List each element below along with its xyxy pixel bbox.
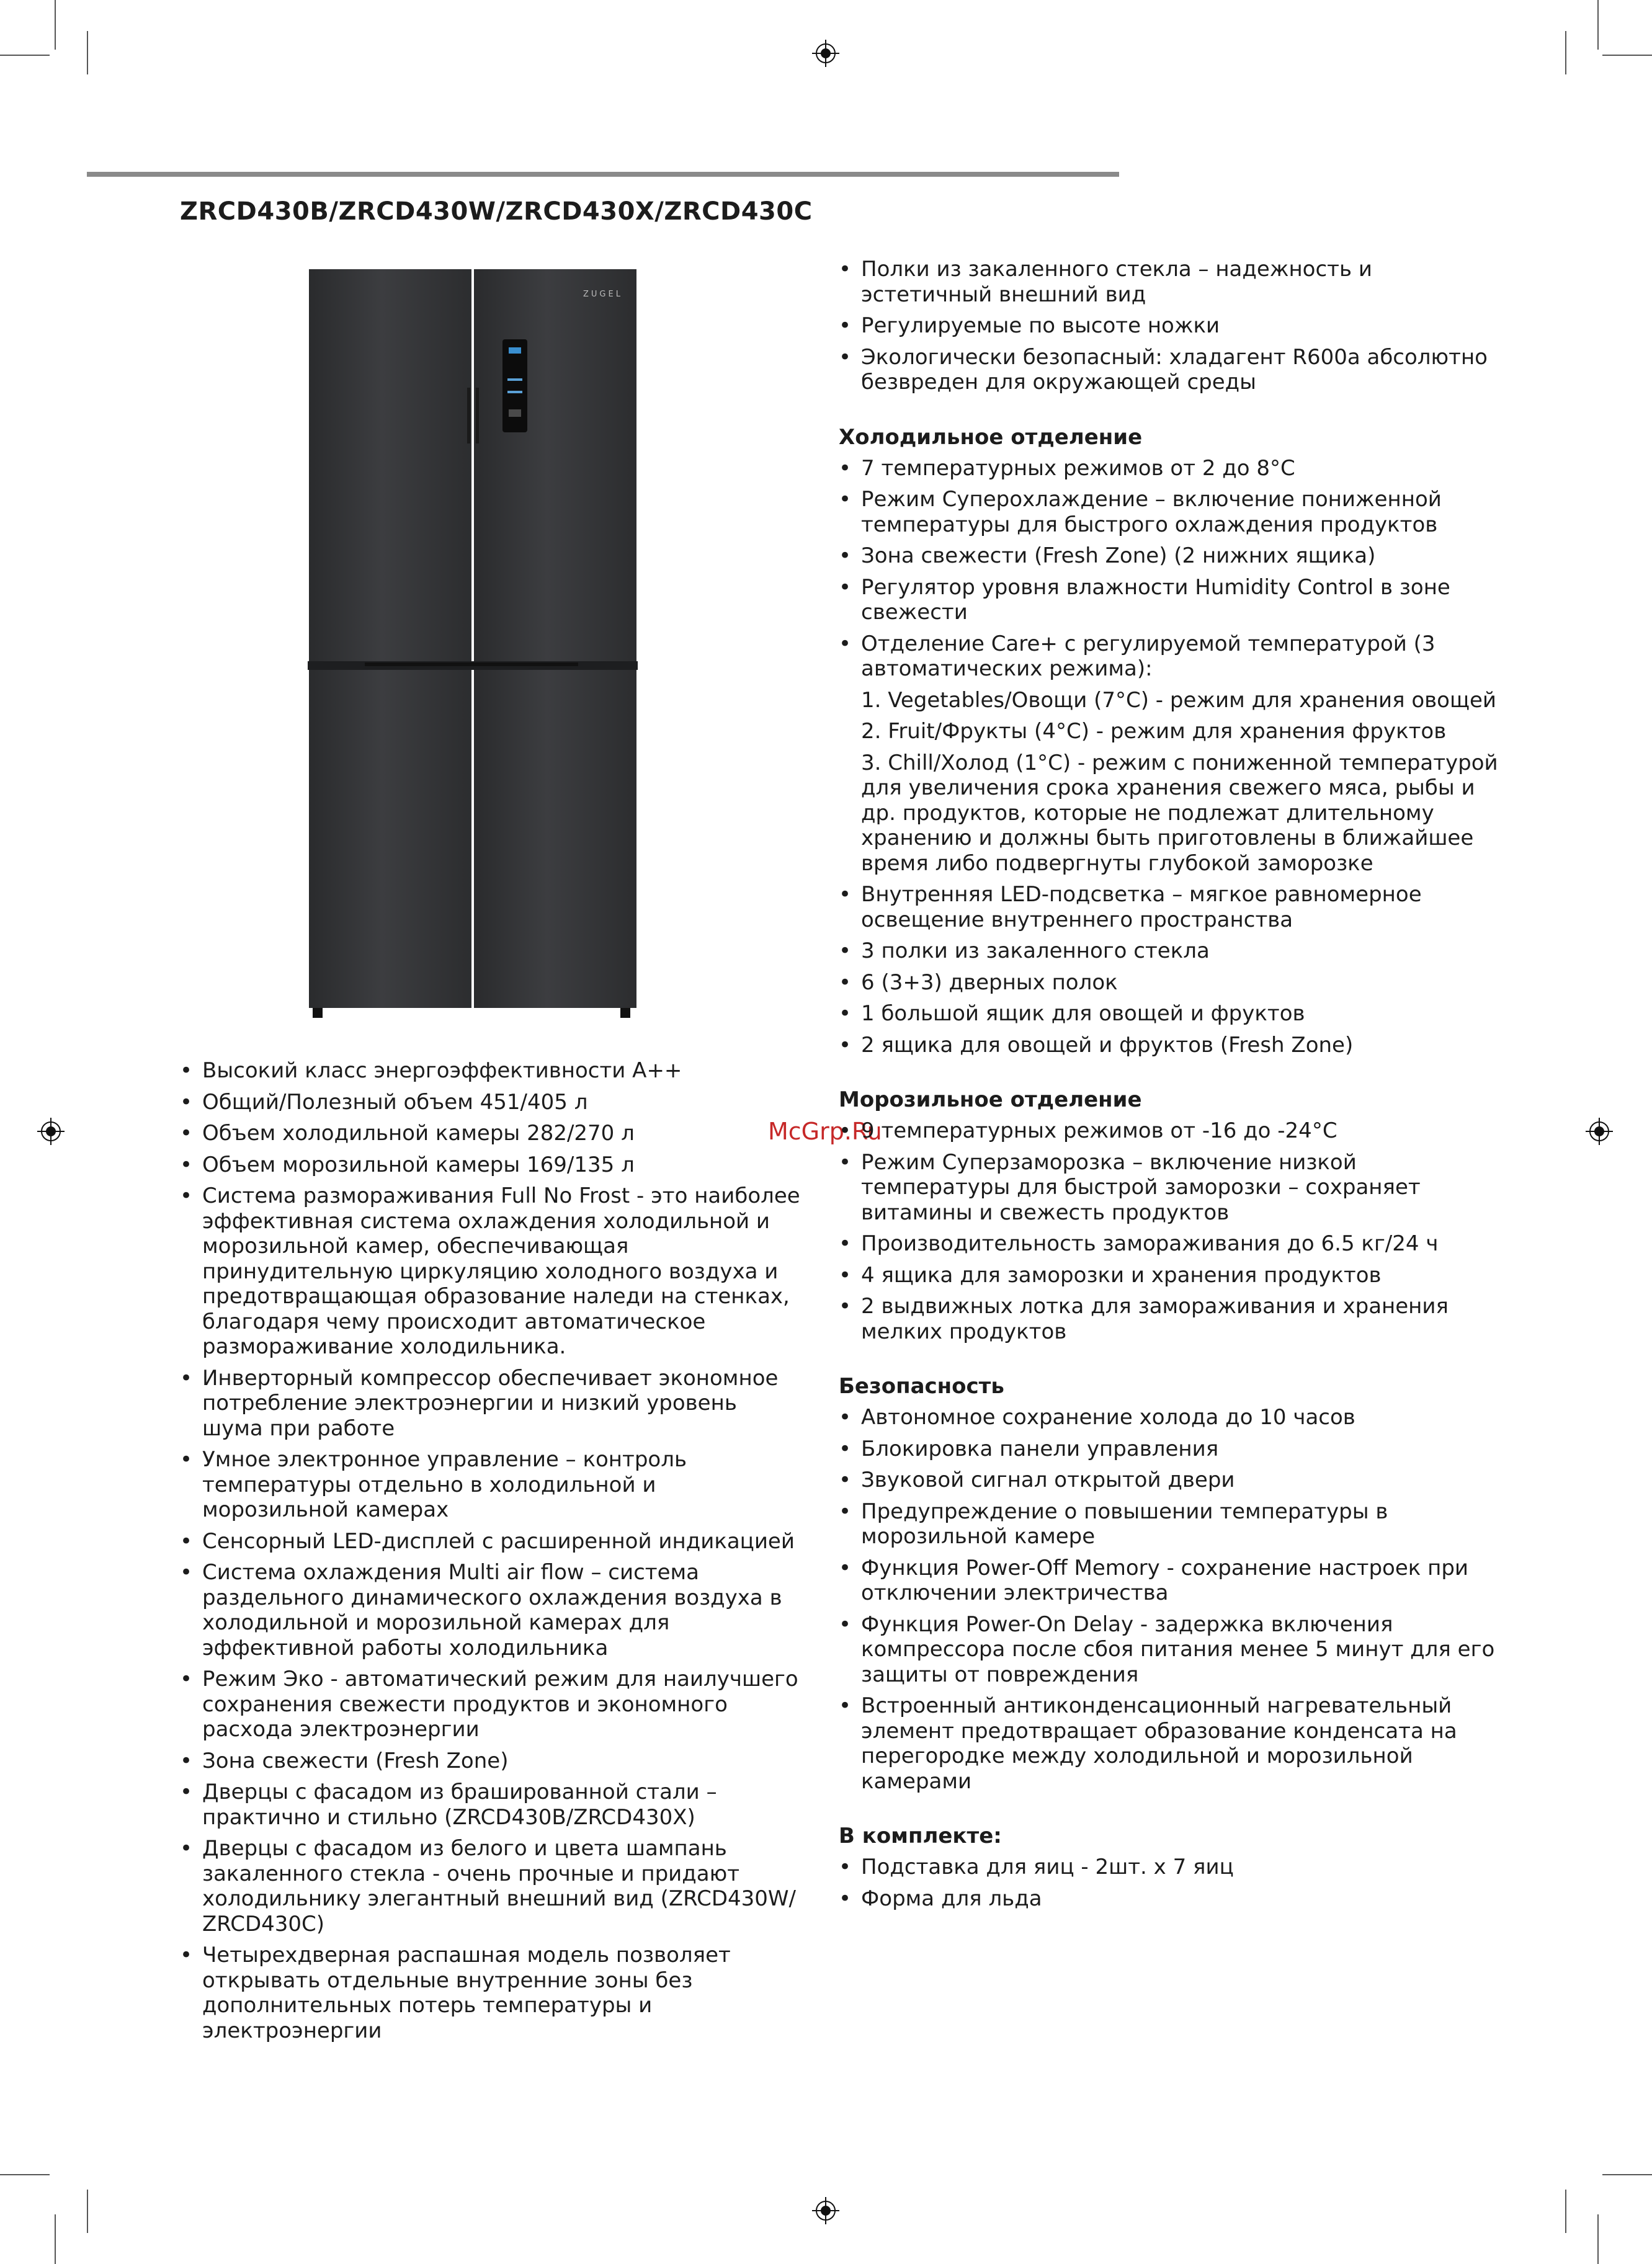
list-item: • Режим Суперохлаждение – включение пониженной температуры для быстрого охлаждения продуктов (839, 487, 1509, 537)
list-item: • 7 температурных режимов от 2 до 8°С (839, 456, 1509, 481)
care-mode-item: 3. Chill/Холод (1°С) - режим с пониженной температурой для увеличения срока хранения свежего мяса, рыбы и др. продуктов, которые не подлежат длительному хранению и должны быть приготовлены в ближайшее время либо подвергнуты глубокой заморозке (861, 750, 1498, 876)
list-item: • Регулируемые по высоте ножки (839, 313, 1509, 339)
list-item: • Объем холодильной камеры 282/270 л (180, 1121, 800, 1146)
list-item: • Объем морозильной камеры 169/135 л (180, 1152, 800, 1178)
list-item: • Общий/Полезный объем 451/405 л (180, 1090, 800, 1115)
safety-list (839, 1405, 1509, 1794)
care-mode-item: 2. Fruit/Фрукты (4°С) - режим для хранения фруктов (861, 719, 1447, 744)
right-column (839, 257, 1509, 1917)
crop-mark (1565, 31, 1566, 74)
list-item: • Дверцы с фасадом из брашированной стали – практично и стильно (ZRCD430B/ZRCD430X) (180, 1780, 800, 1830)
list-item: • Зона свежести (Fresh Zone) (2 нижних ящика) (839, 543, 1509, 569)
list-item: • Четырехдверная распашная модель позволяет открывать отдельные внутренние зоны без дополнительных потерь температуры и электроэнергии (180, 1943, 800, 2043)
list-item: • Зона свежести (Fresh Zone) (180, 1749, 800, 1774)
section-heading-freezer: Морозильное отделение (839, 1087, 1142, 1112)
list-item: • Высокий класс энергоэффективности А++ (180, 1058, 800, 1084)
crop-mark (55, 2214, 56, 2264)
list-item: • 2 выдвижных лотка для замораживания и хранения мелких продуктов (839, 1294, 1509, 1344)
page-title: ZRCD430B/ZRCD430W/ZRCD430X/ZRCD430C (180, 197, 813, 226)
list-item: • Система размораживания Full No Frost - это наиболее эффективная система охлаждения холодильной и морозильной камер, обеспечивающая принудительную циркуляцию холодного воздуха и предотвращающая образование наледи на стенках, благодаря чему происходит автоматическое размораживание холодильника. (180, 1183, 800, 1360)
list-item: • Функция Power-On Delay - задержка включения компрессора после сбоя питания менее 5 минут для его защиты от повреждения (839, 1612, 1509, 1688)
feature-list (180, 1058, 800, 2043)
crop-mark (0, 2174, 50, 2175)
list-item: • Система охлаждения Multi air flow – система раздельного динамического охлаждения воздуха в холодильной и морозильной камерах для эффективной работы холодильника (180, 1560, 800, 1660)
list-item: • Умное электронное управление – контроль температуры отдельно в холодильной и морозильной камерах (180, 1447, 800, 1523)
registration-mark (812, 2197, 839, 2224)
crop-mark (1597, 2214, 1599, 2264)
kit-list (839, 1855, 1509, 1911)
list-item: • Полки из закаленного стекла – надежность и эстетичный внешний вид (839, 257, 1509, 307)
list-item: • Отделение Care+ с регулируемой температурой (3 автоматических режима): (839, 631, 1509, 682)
crop-mark (1597, 0, 1599, 50)
fridge-list (839, 456, 1509, 1058)
registration-mark (812, 40, 839, 67)
list-item: • Встроенный антиконденсационный нагревательный элемент предотвращает образование конденсата на перегородке между холодильной и морозильной камерами (839, 1693, 1509, 1794)
list-item: • Подставка для яиц - 2шт. х 7 яиц (839, 1855, 1509, 1880)
svg-text:ZUGEL: ZUGEL (583, 290, 623, 299)
list-item: • Форма для льда (839, 1886, 1509, 1912)
list-item: • Внутренняя LED-подсветка – мягкое равномерное освещение внутреннего пространства (839, 882, 1509, 932)
registration-mark (37, 1118, 65, 1145)
feature-list (839, 257, 1509, 395)
list-item: • 2 ящика для овощей и фруктов (Fresh Zone) (839, 1033, 1509, 1058)
list-item: • 1 большой ящик для овощей и фруктов (839, 1001, 1509, 1027)
list-item: • Экологически безопасный: хладагент R600a абсолютно безвреден для окружающей среды (839, 345, 1509, 395)
list-item: • Дверцы с фасадом из белого и цвета шампань закаленного стекла - очень прочные и придают холодильнику элегантный внешний вид (ZRCD430W/ ZRCD430C) (180, 1836, 800, 1936)
left-column (180, 1058, 800, 2049)
freezer-list (839, 1118, 1509, 1344)
list-item: • 6 (3+3) дверных полок (839, 970, 1509, 996)
watermark-text: McGrp.Ru (768, 1118, 882, 1145)
crop-mark (1565, 2190, 1566, 2233)
crop-mark (87, 2190, 88, 2233)
crop-mark (1602, 55, 1652, 56)
list-item: • 4 ящика для заморозки и хранения продуктов (839, 1263, 1509, 1288)
list-item: • Сенсорный LED-дисплей с расширенной индикацией (180, 1529, 800, 1554)
list-item: • Блокировка панели управления (839, 1437, 1509, 1462)
list-item: • Звуковой сигнал открытой двери (839, 1468, 1509, 1493)
fridge-image (304, 267, 639, 1020)
section-heading-kit: В комплекте: (839, 1824, 1002, 1848)
crop-mark (87, 31, 88, 74)
list-item: • Автономное сохранение холода до 10 часов (839, 1405, 1509, 1430)
list-item: • Режим Эко - автоматический режим для наилучшего сохранения свежести продуктов и экономного расхода электроэнергии (180, 1667, 800, 1742)
section-heading-fridge: Холодильное отделение (839, 424, 1143, 450)
header-rule (87, 172, 1119, 177)
crop-mark (1602, 2174, 1652, 2175)
list-item: • 3 полки из закаленного стекла (839, 938, 1509, 964)
care-mode-item: 1. Vegetables/Овощи (7°С) - режим для хранения овощей (861, 687, 1497, 713)
list-item: • Предупреждение о повышении температуры в морозильной камере (839, 1499, 1509, 1549)
list-item: • Производительность замораживания до 6.5 кг/24 ч (839, 1231, 1509, 1257)
section-heading-safety: Безопасность (839, 1374, 1004, 1399)
brand-logo (583, 290, 623, 299)
crop-mark (0, 55, 50, 56)
list-item: • 9 температурных режимов от -16 до -24°С (839, 1118, 1509, 1144)
list-item: • Инверторный компрессор обеспечивает экономное потребление электроэнергии и низкий уровень шума при работе (180, 1366, 800, 1442)
list-item: • Регулятор уровня влажности Humidity Control в зоне свежести (839, 575, 1509, 625)
list-item: • Режим Суперзаморозка – включение низкой температуры для быстрой заморозки – сохраняет витамины и свежесть продуктов (839, 1150, 1509, 1226)
registration-mark (1586, 1118, 1613, 1145)
list-item: • Функция Power-Off Memory - сохранение настроек при отключении электричества (839, 1556, 1509, 1606)
crop-mark (55, 0, 56, 50)
